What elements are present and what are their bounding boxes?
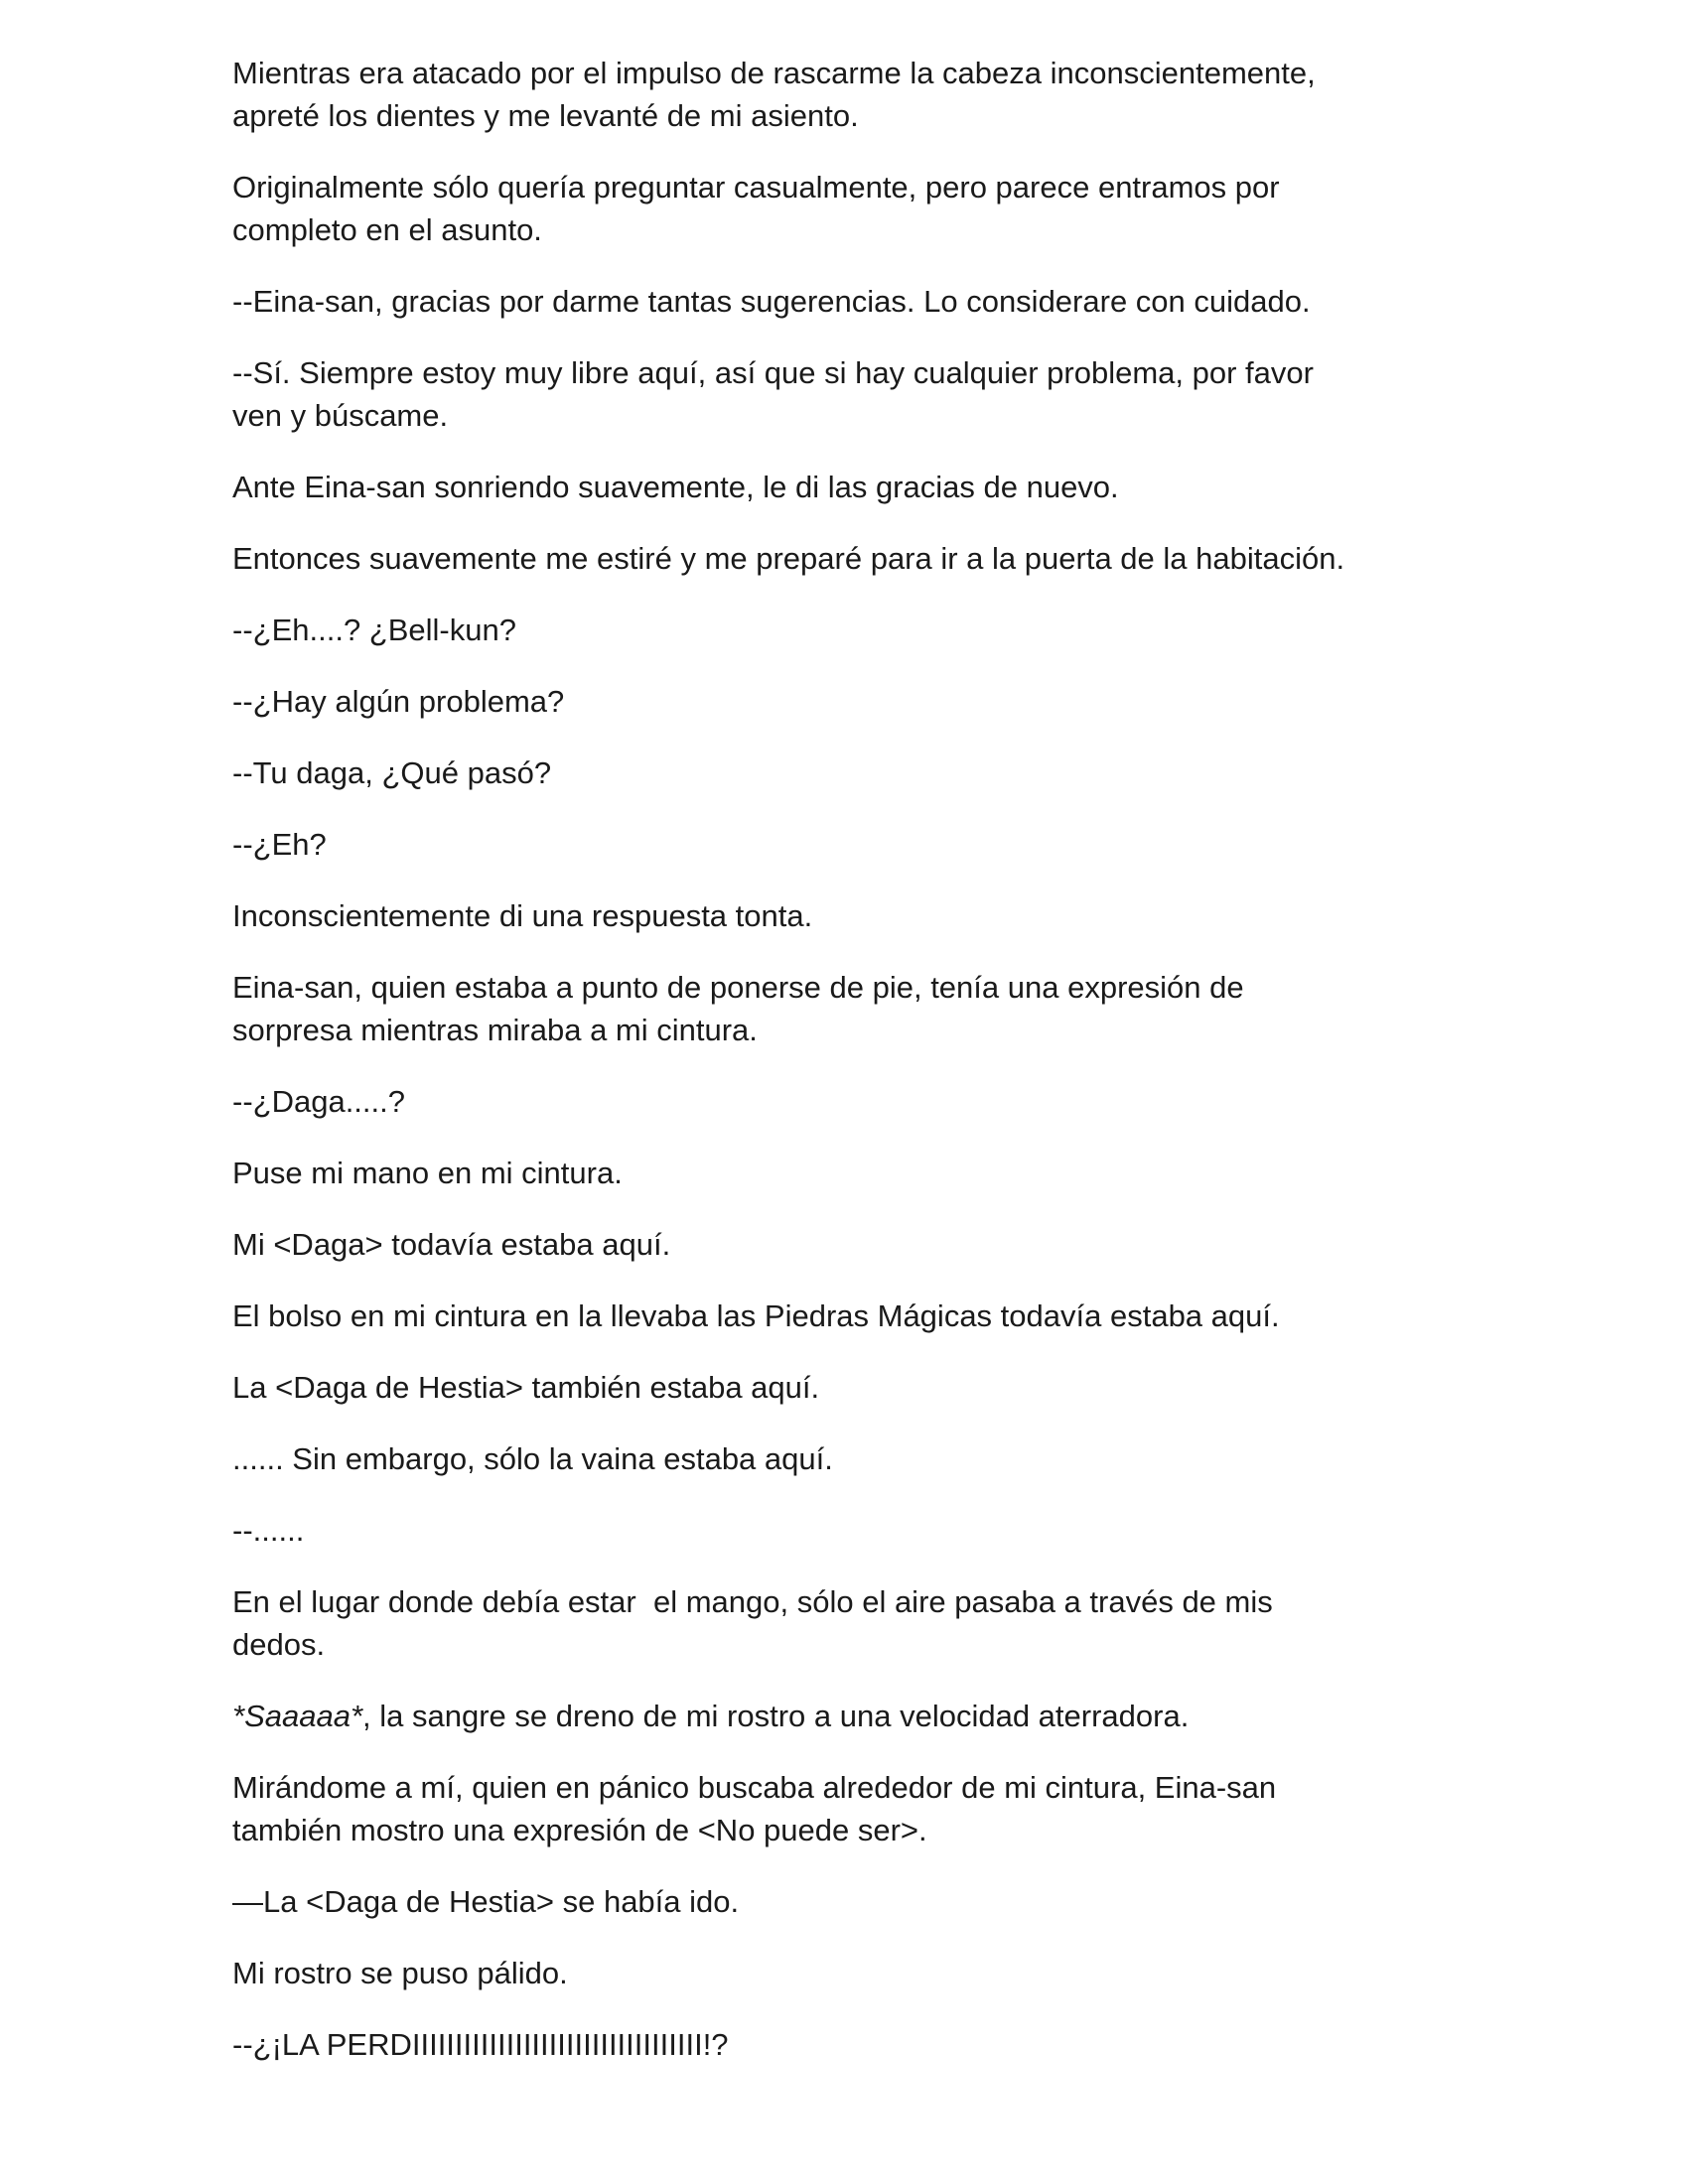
text-line: también mostro una expresión de <No puede ser>.	[232, 1813, 927, 1847]
text-line: Ante Eina-san sonriendo suavemente, le di las gracias de nuevo.	[232, 470, 1119, 504]
paragraph	[232, 966, 1474, 1051]
paragraph	[232, 1580, 1474, 1666]
paragraph	[232, 751, 1474, 794]
paragraph	[232, 1437, 1474, 1480]
text-line: --¿¡LA PERDIIIIIIIIIIIIIIIIIIIIIIIIIIIIIIIIII!?	[232, 2027, 729, 2062]
paragraph	[232, 351, 1474, 437]
text-line: Mi rostro se puso pálido.	[232, 1956, 568, 1990]
text-line: --¿Eh?	[232, 827, 327, 862]
paragraph	[232, 823, 1474, 866]
text-line: dedos.	[232, 1627, 326, 1662]
text-line: sorpresa mientras miraba a mi cintura.	[232, 1013, 758, 1047]
text-line	[232, 1695, 1474, 1737]
paragraph	[232, 52, 1474, 137]
paragraph	[232, 1509, 1474, 1552]
paragraph	[232, 1880, 1474, 1923]
paragraph	[232, 1223, 1474, 1266]
paragraph	[232, 609, 1474, 651]
text-line: --Sí. Siempre estoy muy libre aquí, así que si hay cualquier problema, por favor	[232, 355, 1314, 390]
text-run: , la sangre se dreno de mi rostro a una velocidad aterradora.	[362, 1699, 1190, 1733]
text-line: ...... Sin embargo, sólo la vaina estaba aquí.	[232, 1441, 833, 1476]
paragraph	[232, 166, 1474, 251]
paragraph	[232, 466, 1474, 508]
text-line: Mientras era atacado por el impulso de rascarme la cabeza inconscientemente,	[232, 56, 1316, 90]
paragraph	[232, 537, 1474, 580]
paragraph	[232, 1695, 1474, 1737]
paragraph	[232, 1152, 1474, 1194]
text-line: Eina-san, quien estaba a punto de ponerse de pie, tenía una expresión de	[232, 970, 1244, 1005]
paragraph	[232, 894, 1474, 937]
paragraph	[232, 2023, 1474, 2066]
text-line: Puse mi mano en mi cintura.	[232, 1156, 623, 1190]
text-line: --Eina-san, gracias por darme tantas sugerencias. Lo considerare con cuidado.	[232, 284, 1311, 319]
italic-sound-effect: *Saaaaa*	[232, 1699, 363, 1733]
text-line: --¿Hay algún problema?	[232, 684, 565, 719]
paragraph	[232, 1952, 1474, 1994]
paragraph	[232, 1295, 1474, 1337]
paragraph	[232, 1766, 1474, 1851]
text-line: --Tu daga, ¿Qué pasó?	[232, 755, 552, 790]
text-line: --......	[232, 1513, 305, 1548]
text-line: —La <Daga de Hestia> se había ido.	[232, 1884, 740, 1919]
text-line: Entonces suavemente me estiré y me preparé para ir a la puerta de la habitación.	[232, 541, 1345, 576]
text-line: La <Daga de Hestia> también estaba aquí.	[232, 1370, 820, 1405]
text-line: Originalmente sólo quería preguntar casualmente, pero parece entramos por	[232, 170, 1280, 205]
text-line: Inconscientemente di una respuesta tonta.	[232, 898, 813, 933]
text-line: Mi <Daga> todavía estaba aquí.	[232, 1227, 671, 1262]
text-line: --¿Eh....? ¿Bell-kun?	[232, 613, 516, 647]
document-page	[232, 52, 1474, 2066]
paragraph	[232, 680, 1474, 723]
text-line: ven y búscame.	[232, 398, 449, 433]
paragraph	[232, 1080, 1474, 1123]
text-line: En el lugar donde debía estar el mango, sólo el aire pasaba a través de mis	[232, 1584, 1273, 1619]
paragraph	[232, 280, 1474, 323]
text-line: apreté los dientes y me levanté de mi asiento.	[232, 98, 859, 133]
text-line: --¿Daga.....?	[232, 1084, 405, 1119]
paragraph	[232, 1366, 1474, 1409]
text-line: completo en el asunto.	[232, 212, 542, 247]
text-line: El bolso en mi cintura en la llevaba las Piedras Mágicas todavía estaba aquí.	[232, 1298, 1280, 1333]
text-line: Mirándome a mí, quien en pánico buscaba alrededor de mi cintura, Eina-san	[232, 1770, 1277, 1805]
